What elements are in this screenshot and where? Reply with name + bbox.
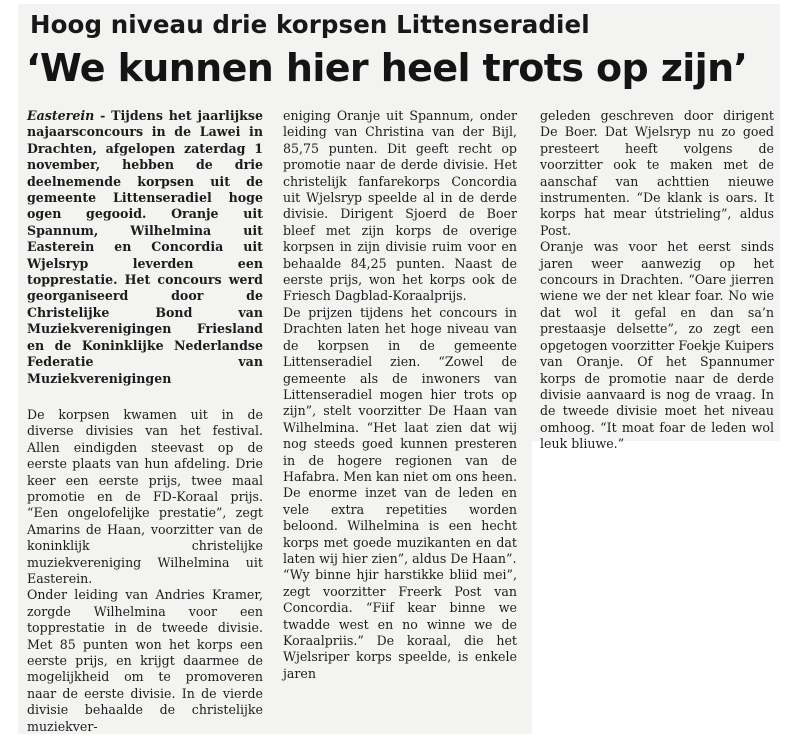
- article-headline: ‘We kunnen hier heel trots op zijn’: [26, 46, 748, 90]
- paragraph: geleden geschreven door dirigent De Boer. Dat Wjelsryp nu zo goed presteert heeft volgens de voorzitter ook te maken met de aanschaf van achttien nieuwe instrumenten. “De klank is oars. It korps hat mear útstrieling”, aldus Post.: [540, 108, 774, 238]
- article-column-1: [27, 108, 263, 735]
- paragraph: eniging Oranje uit Spannum, onder leiding van Christina van der Bijl, 85,75 punten. Dit geeft recht op promotie naar de derde divisie. Het christelijk fanfarekorps Concordia uit Wjelsryp speelde al in de derde divisie. Dirigent Sjoerd de Boer bleef met zijn korps de overige korpsen in zijn divisie ruim voor en behaalde 84,25 punten. Naast de eerste prijs, won het korps ook de Friesch Dagblad-Koraalprijs.: [283, 108, 517, 304]
- paragraph: “Wy binne hjir harstikke bliid mei”, zegt voorzitter Freerk Post van Concordia. “Fiif kear binne we twadde west en no winne we de Koraalpriis.” De koraal, die het Wjelsriper korps speelde, is enkele jaren: [283, 567, 517, 681]
- dateline: Easterein: [27, 108, 95, 123]
- article-kicker: Hoog niveau drie korpsen Littenseradiel: [30, 10, 590, 39]
- paragraph: De korpsen kwamen uit in de diverse divisies van het festival. Allen eindigden steevast op de eerste plaats van hun afdeling. Drie keer een eerste prijs, twee maal promotie en de FD-Koraal prijs. “Een ongelofelijke prestatie”, zegt Amarins de Haan, voorzitter van de koninklijk christelijke muziekvereniging Wilhelmina uit Easterein.: [27, 406, 263, 586]
- article-intro: [27, 108, 263, 387]
- paragraph: Oranje was voor het eerst sinds jaren weer aanwezig op het concours in Drachten. “Oare jierren wiene we der net klear foar. No wie dat wol it gefal en dan sa’n prestaasje delsette”, zo zegt een opgetogen voorzitter Foekje Kuipers van Oranje. Of het Spannumer korps de promotie naar de derde divisie aanvaard is nog de vraag. In de tweede divisie moet het niveau omhoog. “It moat foar de leden wol leuk bliuwe.”: [540, 239, 774, 452]
- article-column-2: [283, 108, 517, 682]
- article-column-3: [540, 108, 774, 453]
- paragraph: De prijzen tijdens het concours in Drachten laten het hoge niveau van de korpsen in de gemeente Littenseradiel zien. “Zowel de gemeente als de inwoners van Littenseradiel mogen hier trots op zijn”, stelt voorzitter De Haan van Wilhelmina. “Het laat zien dat wij nog steeds goed kunnen presteren in de hogere regionen van de Hafabra. Men kan niet om ons heen. De enorme inzet van de leden en vele extra repetities worden beloond. Wilhelmina is een hecht korps met goede muzikanten en dat laten wij hier zien”, aldus De Haan”.: [283, 304, 517, 566]
- paragraph: Onder leiding van Andries Kramer, zorgde Wilhelmina voor een topprestatie in de tweede divisie. Met 85 punten won het korps een eerste prijs, en krijgt daarmee de mogelijkheid om te promoveren naar de eerste divisie. In de vierde divisie behaalde de christelijke muziekver-: [27, 587, 263, 734]
- paragraph-gap: [27, 387, 263, 407]
- intro-text: - Tijdens het jaarlijkse najaarsconcours in de Lawei in Drachten, afgelopen zaterdag 1 november, hebben de drie deelnemende korpsen uit de gemeente Littenseradiel hoge ogen gegooid. Oranje uit Spannum, Wilhelmina uit Easterein en Concordia uit Wjelsryp leverden een topprestatie. Het concours werd georganiseerd door de Christelijke Bond van Muziekverenigingen Friesland en de Koninklijke Nederlandse Federatie van Muziekverenigingen: [27, 108, 263, 386]
